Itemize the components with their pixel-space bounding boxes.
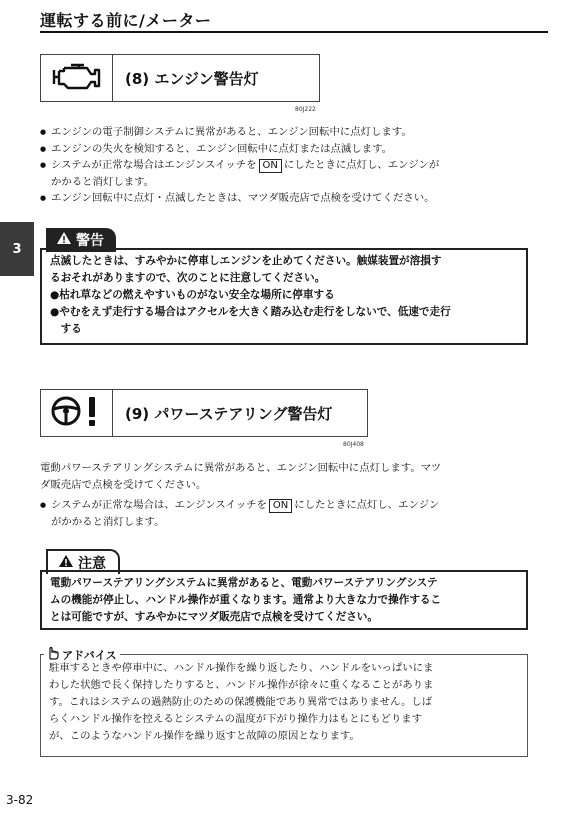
section9-bullet-list <box>40 497 550 530</box>
steering-warning-icon <box>49 394 105 432</box>
figure-code: 80J222 <box>295 106 316 113</box>
section8-bullet-list <box>40 124 550 207</box>
advice-box: 駐車するときや停車中に、ハンドル操作を繰り返したり、ハンドルをいっぱいにま わした状態で長く保持したりすると、ハンドル操作が徐々に重くなることがありま す。これはシステムの過熱防止のための保護機能であり異常ではありません。しば らくハンドル操作を控えるとシステムの温度が下がり操作力はもとにもどります が、このようなハンドル操作を繰り返すと故障の原因となります。 <box>40 654 528 757</box>
list-item: ● エンジン回転中に点灯・点滅したときは、マツダ販売店で点検を受けてください。 <box>40 190 550 207</box>
section9-title: (9) パワーステアリング警告灯 <box>125 404 333 423</box>
list-item: ● システムが正常な場合は、エンジンスイッチを ON にしたときに点灯し、エンジン がかかると消灯します。 <box>40 497 550 530</box>
warning-box: 点滅したときは、すみやかに停車しエンジンを止めてください。触媒装置が溶損す るおそれがありますので、次のことに注意してください。 ●枯れ草などの燃えやすいものがない安全な場所に停車する ●やむをえず走行する場合はアクセルを大きく踏み込む走行をしないで、低速で走行 する <box>40 248 528 345</box>
steering-warning-icon-cell <box>41 390 113 436</box>
engine-warning-icon <box>51 60 103 96</box>
warning-label: 警告 <box>46 228 116 252</box>
warning-triangle-icon <box>56 231 72 249</box>
page-title: 運転する前に/メーター <box>40 11 212 30</box>
section8-title: (8) エンジン警告灯 <box>125 69 259 88</box>
caution-label: 注意 <box>46 549 120 574</box>
page-number: 3-82 <box>6 793 34 807</box>
caution-box: 電動パワーステアリングシステムに異常があると、電動パワーステアリングシステ ムの機能が停止し、ハンドル操作が重くなります。通常より大きな力で操作するこ とは可能ですが、すみやかにマツダ販売店で点検を受けてください。 <box>40 570 528 630</box>
chapter-tab: 3 <box>0 222 34 276</box>
section9-intro: 電動パワーステアリングシステムに異常があると、エンジン回転中に点灯します。マツ ダ販売店で点検を受けてください。 <box>40 462 442 491</box>
on-switch-label: ON <box>269 499 292 513</box>
advice-label: アドバイス <box>46 646 117 663</box>
engine-warning-lamp-box <box>40 54 320 102</box>
list-item: ● エンジンの失火を検知すると、エンジン回転中に点灯または点滅します。 <box>40 141 550 158</box>
engine-warning-icon-cell <box>41 55 113 101</box>
figure-code: 80J408 <box>343 441 364 448</box>
list-item: ● エンジンの電子制御システムに異常があると、エンジン回転中に点灯します。 <box>40 124 550 141</box>
header-divider <box>40 31 548 33</box>
list-item: ● システムが正常な場合はエンジンスイッチを ON にしたときに点灯し、エンジンが かかると消灯します。 <box>40 157 550 190</box>
on-switch-label: ON <box>259 159 282 173</box>
power-steering-lamp-box <box>40 389 368 437</box>
